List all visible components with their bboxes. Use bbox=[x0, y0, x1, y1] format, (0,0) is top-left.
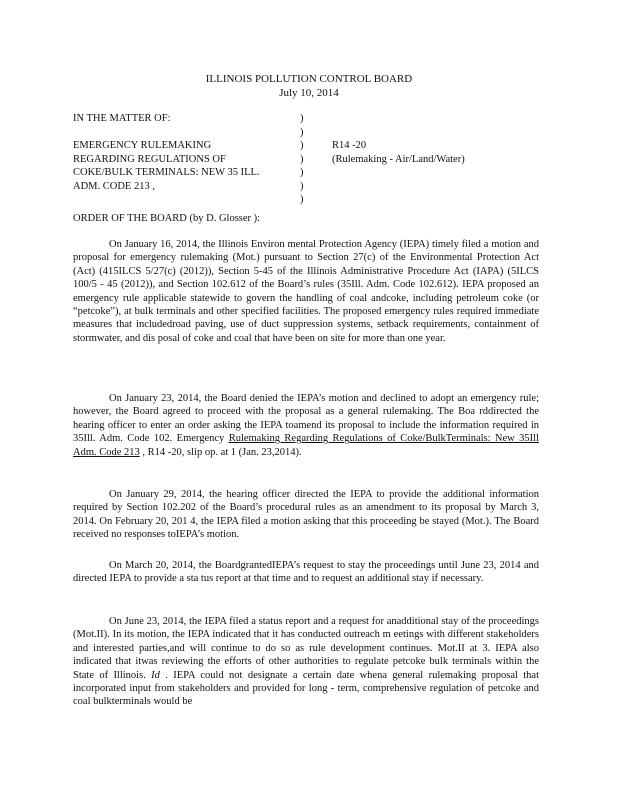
paragraph-4: On March 20, 2014, the BoardgrantedIEPA’s request to stay the proceedings until June 23, 2014 and directed IEPA to provide a sta tus report at that time and to request an additional stay if necessary. bbox=[73, 560, 539, 585]
order-date: July 10, 2014 bbox=[279, 87, 339, 99]
caption-line: REGARDING REGULATIONS OF bbox=[73, 153, 226, 165]
paragraph-5-text: On June 23, 2014, the IEPA filed a status report and a request for anadditional stay of the proceedings (Mot.II). In its motion, the IEPA indicated that it has conducted outreach m eetings with different stakeholders and interested parties,and will continue to do so as rule development continues. Mot.II at 3. IEPA also indicated that itwas reviewing the efforts of other authorities to regulate petcoke bulk terminals within the State of Illinois. bbox=[73, 616, 539, 681]
paren: ) bbox=[300, 140, 304, 151]
caption-line: ADM. CODE 213 , bbox=[73, 180, 155, 192]
docket-type: (Rulemaking - Air/Land/Water) bbox=[332, 153, 465, 165]
paren: ) bbox=[300, 167, 304, 178]
caption-line: COKE/BULK TERMINALS: NEW 35 ILL. bbox=[73, 167, 260, 178]
paren: ) bbox=[300, 194, 304, 205]
paragraph-3: On January 29, 2014, the hearing officer directed the IEPA to provide the additional information required by Section 102.202 of the Board’s procedural rules as an amendment to its proposal by March 3, 2014. On February 20, 201 4, the IEPA filed a motion asking that this proceeding be stayed (Mot.). The Board received no responses toIEPA’s motion. bbox=[73, 489, 539, 541]
caption-parentheses bbox=[300, 112, 312, 207]
caption-line bbox=[73, 126, 303, 140]
caption-line: IN THE MATTER OF: bbox=[73, 113, 171, 124]
case-citation: Rulemaking Regarding Regulations of Coke/BulkTerminals: New 35Ill Adm. Code 213 bbox=[73, 433, 539, 458]
case-caption bbox=[73, 112, 303, 193]
paragraph-2-text: On January 23, 2014, the Board denied the IEPA’s motion and declined to adopt an emergency rule; however, the Board agreed to proceed with the proposal as a general rulemaking. The Boa rddirected the hearing officer to enter an order asking the IEPA toamend its proposal to include the information required in 35Ill. Adm. Code 102. Emergency bbox=[73, 393, 539, 445]
paragraph-1: On January 16, 2014, the Illinois Environ mental Protection Agency (IEPA) timely filed a motion and proposal for emergency rulemaking (Mot.) pursuant to Section 27(c) of the Environmental Protection Act (Act) (415ILCS 5/27(c) (2012)), Section 5-45 of the Illinois Administrative Procedure Act (IAPA) (5ILCS 100/5 - 45 (2012)), and Section 102.612 of the Board’s rules (35Ill. Adm. Code 102.612). IEPA proposed an emergency rule applicable statewide to govern the handling of coal andcoke, including petroleum coke (or “petcoke”), at bulk terminals and other specified facilities. The proposed emergency rules required immediate measures that includedroad paving, use of duct suppression systems, setback requirements, containment of stormwater, and dis posal of coke and coal that have been on site for more than one year. bbox=[73, 239, 539, 344]
caption-line: EMERGENCY RULEMAKING bbox=[73, 140, 212, 151]
paragraph-5 bbox=[73, 615, 539, 709]
paren: ) bbox=[300, 153, 304, 165]
docket-info bbox=[332, 139, 532, 166]
paragraph-2-tail: , R14 -20, slip op. at 1 (Jan. 23,2014). bbox=[139, 446, 302, 458]
paren: ) bbox=[300, 126, 304, 138]
order-heading: ORDER OF THE BOARD (by D. Glosser ): bbox=[73, 213, 261, 224]
paren: ) bbox=[300, 180, 304, 192]
paren: ) bbox=[300, 113, 304, 124]
id-citation: Id bbox=[151, 669, 160, 681]
agency-heading: ILLINOIS POLLUTION CONTROL BOARD bbox=[205, 73, 413, 85]
docket-number: R14 -20 bbox=[332, 140, 367, 151]
paragraph-2 bbox=[73, 392, 539, 459]
paragraph-5-tail: . IEPA could not designate a certain date whena general rulemaking proposal that incorporated input from stakeholders and provided for long - term, comprehensive regulation of petcoke and coal bulkterminals would be bbox=[73, 669, 539, 708]
